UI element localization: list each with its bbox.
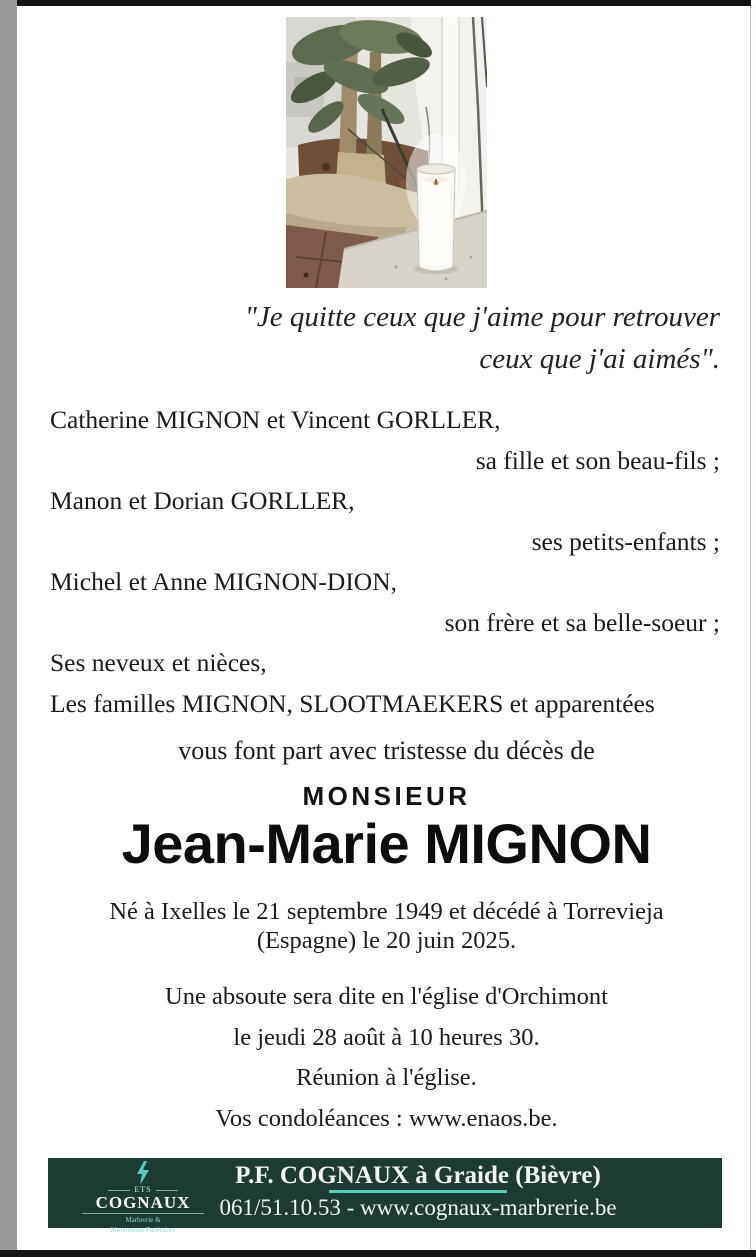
civility-title: MONSIEUR [302,781,471,811]
funeral-home-title: P.F. COGNAUX à Graide (Bièvre) [235,1162,601,1189]
quote-line-2: ceux que j'ai aimés". [479,343,720,375]
funeral-home-info [218,1158,618,1228]
family-relation: ses petits-enfants ; [531,526,720,556]
banner-accent-line [329,1190,507,1193]
funeral-home-banner [48,1158,722,1234]
family-names: Catherine MIGNON et Vincent GORLLER, [50,405,501,434]
top-border-bar [17,0,751,6]
family-names: Ses neveux et nièces, [50,648,267,677]
family-names: Manon et Dorian GORLLER, [50,486,355,515]
memorial-candle-photo [286,17,487,288]
bottom-border-bar [0,1250,756,1257]
family-list [50,400,720,724]
deceased-name: Jean-Marie MIGNON [121,812,652,875]
funeral-home-contact: 061/51.10.53 - www.cognaux-marbrerie.be [219,1195,617,1220]
birth-death-details [17,897,756,955]
logo-subtitle-2: Monuments Funéraires [110,1226,176,1234]
logo-subtitle-1: Marbrerie & [125,1216,161,1224]
quote-line-1: "Je quitte ceux que j'aime pour retrouver [244,301,720,333]
service-details [17,977,756,1139]
condolences-line: Vos condoléances : www.enaos.be. [215,1104,558,1132]
birth-death-line-1: Né à Ixelles le 21 septembre 1949 et décédé à Torrevieja [109,898,664,925]
logo-ets-label: ETS [76,1186,210,1194]
service-line-1: Une absoute sera dite en l'église d'Orchimont [165,983,608,1010]
logo-company-name: COGNAUX [82,1194,204,1214]
service-line-2: le jeudi 28 août à 10 heures 30. [233,1023,540,1051]
family-names: Michel et Anne MIGNON-DION, [50,567,398,596]
family-relation: son frère et sa belle-soeur ; [444,607,720,637]
funeral-home-logo [76,1160,210,1234]
announcement-intro: vous font part avec tristesse du décès de [178,736,595,765]
left-gray-margin [0,0,17,1250]
service-line-3: Réunion à l'église. [296,1064,477,1091]
family-names: Les familles MIGNON, SLOOTMAEKERS et apparentées [50,688,655,718]
family-relation: sa fille et son beau-fils ; [475,445,720,475]
birth-death-line-2: (Espagne) le 20 juin 2025. [256,927,517,954]
lightning-icon [76,1161,210,1185]
memorial-quote [17,296,720,380]
